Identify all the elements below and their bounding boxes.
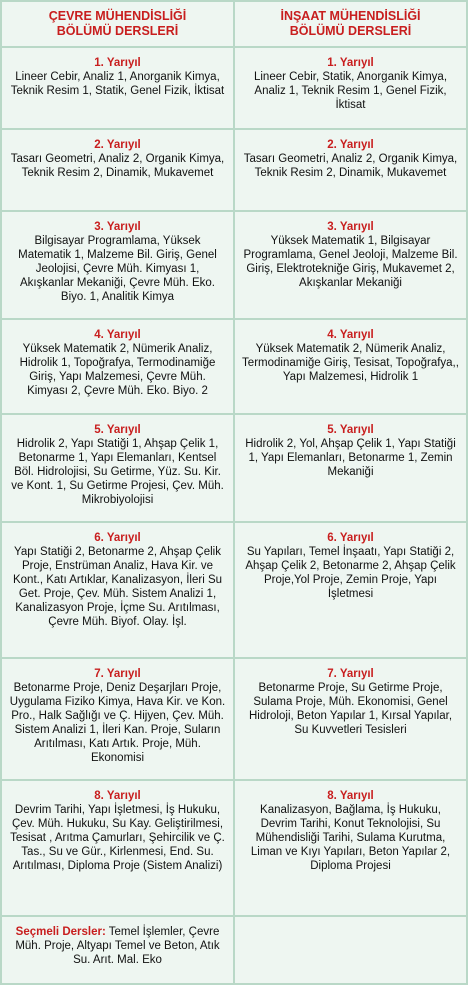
cevre-semester-7 (1, 658, 234, 780)
insaat-semester-2 (234, 129, 467, 211)
header-insaat: İNŞAAT MÜHENDİSLİĞİ BÖLÜMÜ DERSLERİ (234, 1, 467, 47)
semester-row-2 (1, 129, 467, 211)
insaat-semester-5 (234, 414, 467, 522)
semester-title: 1. Yarıyıl (327, 57, 374, 69)
semester-title: 4. Yarıyıl (94, 329, 141, 341)
semester-title: 7. Yarıyıl (94, 668, 141, 680)
insaat-semester-8 (234, 780, 467, 916)
course-list: Betonarme Proje, Su Getirme Proje, Sulama Proje, Müh. Ekonomisi, Genel Hidroloji, Beton Yapılar 1, Kırsal Yapılar, Su Kuvvetleri Tesisleri (248, 682, 453, 736)
course-list: Yüksek Matematik 2, Nümerik Analiz, Hidrolik 1, Topoğrafya, Termodinamiğe Giriş, Yapı Malzemesi, Çevre Müh. Kimyası 2, Çevre Müh. Eko. Biyo. 2 (19, 343, 216, 397)
insaat-semester-4 (234, 319, 467, 414)
insaat-electives-empty (234, 916, 467, 984)
cevre-semester-8 (1, 780, 234, 916)
cevre-semester-4 (1, 319, 234, 414)
header-row (1, 1, 467, 47)
course-list: Yüksek Matematik 1, Bilgisayar Programlama, Genel Jeoloji, Malzeme Bil. Giriş, Elektrotekniğe Giriş, Mukavemet 2, Akışkanlar Mekaniği (243, 235, 458, 289)
course-list: Lineer Cebir, Analiz 1, Anorganik Kimya, Teknik Resim 1, Statik, Genel Fizik, İktisat (10, 71, 225, 97)
course-list: Hidrolik 2, Yol, Ahşap Çelik 1, Yapı Statiği 1, Yapı Elemanları, Betonarme 1, Zemin Mekaniği (245, 438, 456, 478)
course-list: Kanalizasyon, Bağlama, İş Hukuku, Devrim Tarihi, Konut Teknolojisi, Su Mühendisliği Tarihi, Sulama Kurutma, Liman ve Kıyı Yapıları, Beton Yapılar 2, Diploma Projesi (250, 804, 451, 872)
course-list: Bilgisayar Programlama, Yüksek Matematik 1, Malzeme Bil. Giriş, Genel Jeolojisi, Çevre Müh. Kimyası 1, Akışkanlar Mekaniği, Çevre Müh. Eko. Biyo. 1, Analitik Kimya (18, 235, 217, 303)
semester-title: 6. Yarıyıl (94, 532, 141, 544)
semester-title: 2. Yarıyıl (94, 139, 141, 151)
semester-title: 4. Yarıyıl (327, 329, 374, 341)
semester-title: 3. Yarıyıl (94, 221, 141, 233)
course-list: Tasarı Geometri, Analiz 2, Organik Kimya, Teknik Resim 2, Dinamik, Mukavemet (243, 153, 458, 179)
electives-label: Seçmeli Dersler: (15, 926, 106, 938)
semester-title: 5. Yarıyıl (94, 424, 141, 436)
course-list: Devrim Tarihi, Yapı İşletmesi, İş Hukuku, Çev. Müh. Hukuku, Su Kay. Geliştirilmesi, Tesisat , Arıtma Çamurları, Şehircilik ve Ç. Tas., Su ve Gür., Kirlenmesi, End. Su. Arıtılması, Diploma Proje (Sistem Analizi) (10, 804, 225, 872)
insaat-semester-7 (234, 658, 467, 780)
semester-row-4 (1, 319, 467, 414)
semester-title: 5. Yarıyıl (327, 424, 374, 436)
insaat-semester-6 (234, 522, 467, 658)
course-list: Lineer Cebir, Statik, Anorganik Kimya, Analiz 1, Teknik Resim 1, Genel Fizik, İktisat (253, 71, 448, 111)
insaat-semester-1 (234, 47, 467, 129)
cevre-semester-3 (1, 211, 234, 319)
cevre-semester-2 (1, 129, 234, 211)
cevre-electives (1, 916, 234, 984)
cevre-semester-5 (1, 414, 234, 522)
insaat-semester-3 (234, 211, 467, 319)
semester-row-8 (1, 780, 467, 916)
course-list: Tasarı Geometri, Analiz 2, Organik Kimya, Teknik Resim 2, Dinamik, Mukavemet (10, 153, 225, 179)
cevre-semester-6 (1, 522, 234, 658)
semester-row-6 (1, 522, 467, 658)
semester-row-5 (1, 414, 467, 522)
course-list: Betonarme Proje, Deniz Deşarjları Proje, Uygulama Fiziko Kimya, Hava Kir. ve Kon. Pro., Halk Sağlığı ve Ç. Hijyen, Çev. Müh. Sistem Analizi 1, İleri Kan. Proje, Suların Arıtılması, Katı Artık. Proje, Müh. Ekonomisi (9, 682, 226, 764)
course-list: Hidrolik 2, Yapı Statiği 1, Ahşap Çelik 1, Betonarme 1, Yapı Elemanları, Kentsel Böl. Hidrolojisi, Su Getirme, Yüz. Su. Kir. ve Kont. 1, Su Getirme Projesi, Çev. Müh. Mikrobiyolojisi (11, 438, 224, 506)
semester-title: 2. Yarıyıl (327, 139, 374, 151)
course-list: Su Yapıları, Temel İnşaatı, Yapı Statiği 2, Ahşap Çelik 2, Betonarme 2, Ahşap Çelik Proje,Yol Proje, Zemin Proje, Yapı İşletmesi (245, 546, 456, 600)
semester-title: 8. Yarıyıl (327, 790, 374, 802)
semester-title: 3. Yarıyıl (327, 221, 374, 233)
semester-row-3 (1, 211, 467, 319)
header-cevre: ÇEVRE MÜHENDİSLİĞİ BÖLÜMÜ DERSLERİ (1, 1, 234, 47)
semester-title: 7. Yarıyıl (327, 668, 374, 680)
semester-row-1 (1, 47, 467, 129)
semester-title: 1. Yarıyıl (94, 57, 141, 69)
semester-row-7 (1, 658, 467, 780)
electives-row (1, 916, 467, 984)
course-list: Yapı Statiği 2, Betonarme 2, Ahşap Çelik Proje, Enstrüman Analiz, Hava Kir. ve Kont., Katı Artıklar, Kanalizasyon, İleri Su Get. Proje, Çev. Müh. Sistem Analizi 1, Kanalizasyon Proje, İçme Su. Arıtılması, Çevre Müh. Biyof. Olay. İşl. (12, 546, 223, 628)
cevre-semester-1 (1, 47, 234, 129)
semester-title: 6. Yarıyıl (327, 532, 374, 544)
electives-courses: Temel İşlemler, Çevre Müh. Proje, Altyapı Temel ve Beton, Atık Su. Arıt. Mal. Eko (15, 926, 220, 966)
semester-title: 8. Yarıyıl (94, 790, 141, 802)
course-list: Yüksek Matematik 2, Nümerik Analiz, Termodinamiğe Giriş, Tesisat, Topoğrafya,, Yapı Malzemesi, Hidrolik 1 (242, 343, 459, 383)
